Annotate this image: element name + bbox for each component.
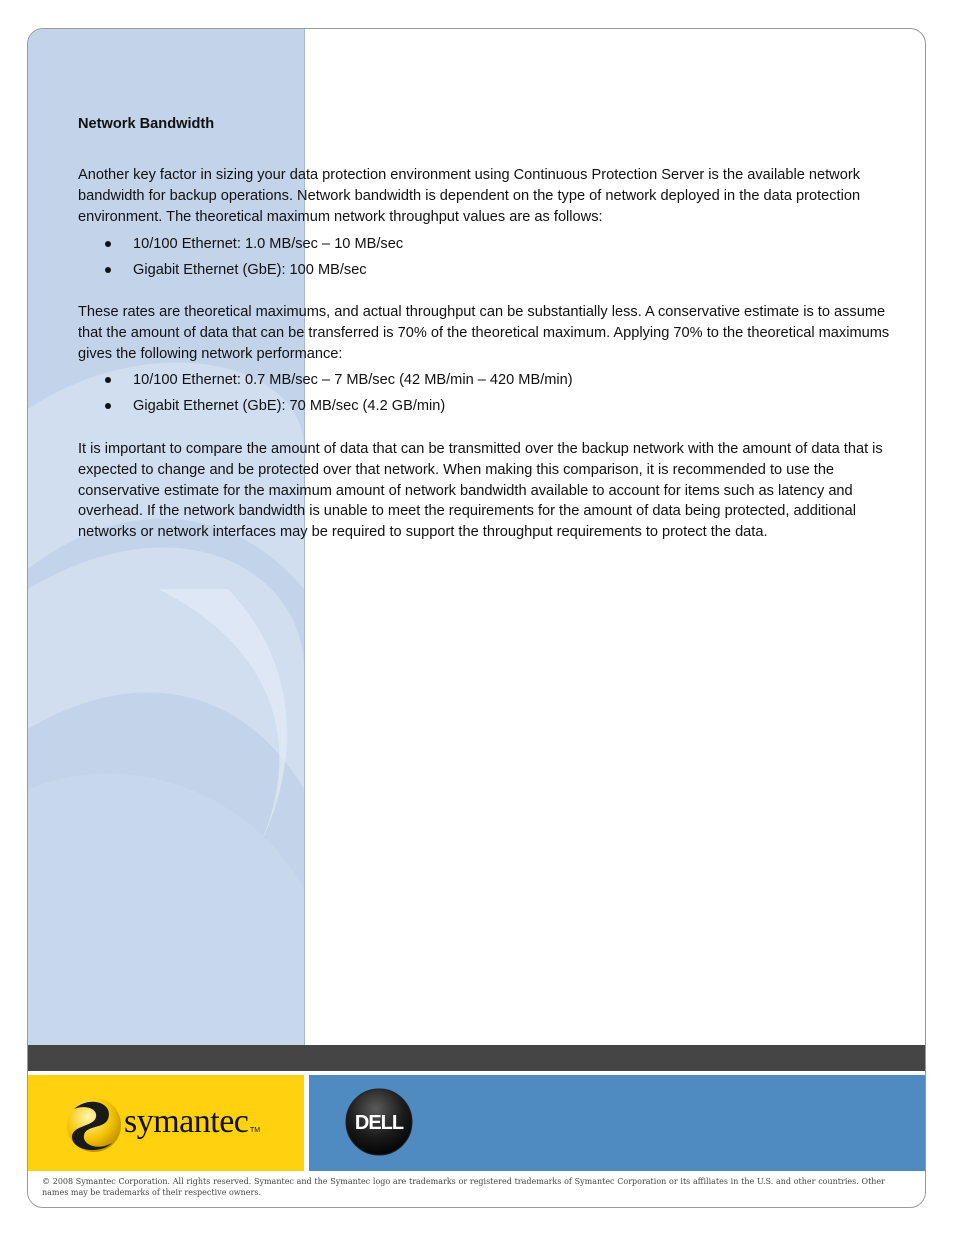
bullet-icon — [105, 267, 111, 273]
estimated-throughput-list — [78, 367, 573, 419]
dell-logo-icon — [344, 1087, 414, 1157]
list-item: Gigabit Ethernet (GbE): 70 MB/sec (4.2 GB/min) — [78, 393, 573, 419]
comparison-paragraph: It is important to compare the amount of data that can be transmitted over the backup network with the amount of data that is expected to change and be protected over that network. When making this comparison, it is recommended to use the conservative estimate for the maximum amount of network bandwidth available to account for items such as latency and overhead. If the network bandwidth is unable to meet the requirements for the amount of data being protected, additional networks or network interfaces may be required to support the throughput requirements to protect the data. — [78, 441, 883, 541]
logo-band — [28, 1075, 925, 1171]
list-item: 10/100 Ethernet: 0.7 MB/sec – 7 MB/sec (42 MB/min – 420 MB/min) — [78, 367, 573, 393]
dell-wordmark: DELL — [354, 1112, 404, 1134]
list-item: 10/100 Ethernet: 1.0 MB/sec – 10 MB/sec — [78, 231, 403, 257]
trademark-mark: TM — [250, 1127, 261, 1134]
symantec-wordmark: symantec — [124, 1103, 249, 1140]
page-frame — [27, 28, 926, 1208]
intro-paragraph: Another key factor in sizing your data protection environment using Continuous Protection Server is the available network bandwidth for backup operations. Network bandwidth is dependent on the type of network deployed in the data protection environment. The theoretical maximum network throughput values are as follows: — [78, 167, 861, 225]
bullet-icon — [105, 377, 111, 383]
section-heading: Network Bandwidth — [78, 116, 215, 132]
footer-divider-bar — [28, 1045, 925, 1071]
bullet-icon — [105, 403, 111, 409]
symantec-logo-icon — [64, 1095, 124, 1155]
theoretical-throughput-list — [78, 231, 403, 283]
copyright-notice: © 2008 Symantec Corporation. All rights reserved. Symantec and the Symantec logo are trademarks or registered trademarks of Symantec Corporation or its affiliates in the U.S. and other countries. Other names may be trademarks of their respective owners. — [42, 1177, 885, 1197]
symantec-logo-panel — [28, 1075, 304, 1171]
dell-logo-panel — [309, 1075, 925, 1171]
estimate-paragraph: These rates are theoretical maximums, and actual throughput can be substantially less. A conservative estimate is to assume that the amount of data that can be transferred is 70% of the theoretical maximum. Applying 70% to the theoretical maximums gives the following network performance: — [78, 304, 890, 362]
bullet-icon — [105, 241, 111, 247]
list-item: Gigabit Ethernet (GbE): 100 MB/sec — [78, 257, 403, 283]
